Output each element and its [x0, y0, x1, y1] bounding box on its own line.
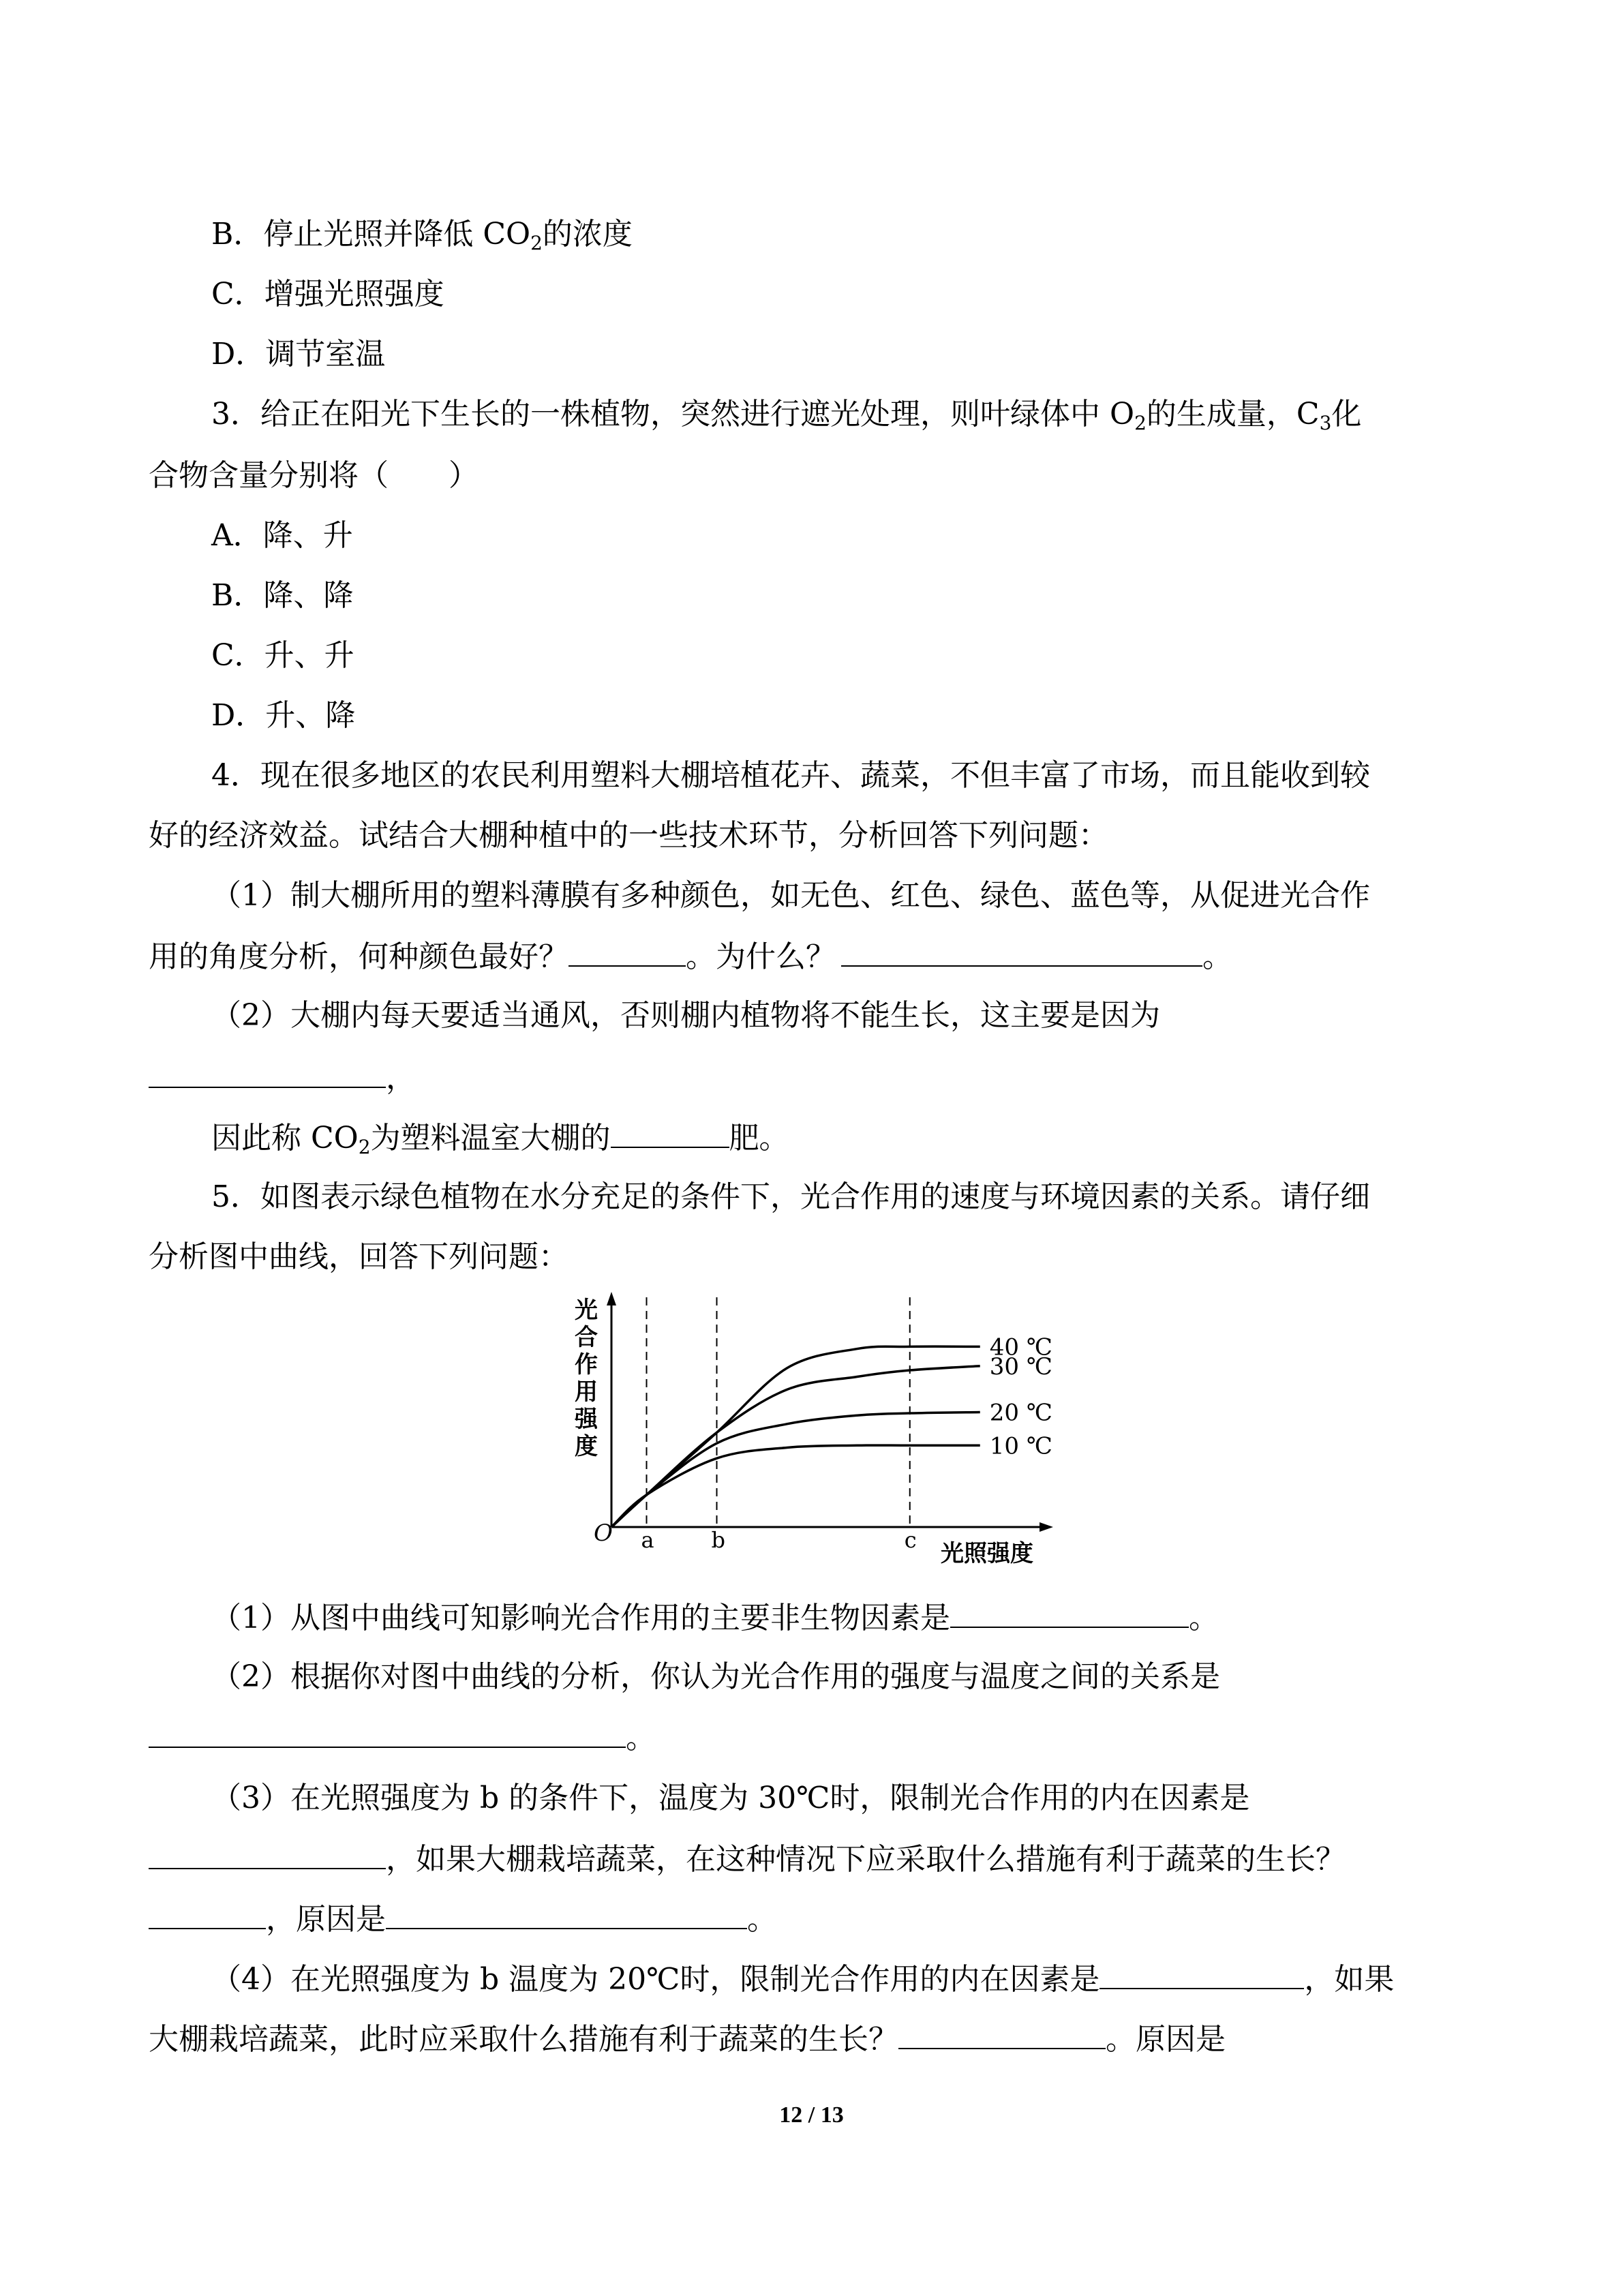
q2-option-b: B．停止光照并降低 $CO_2$的浓度	[211, 217, 633, 254]
q5-part2-line2: 。	[149, 1717, 656, 1759]
q3-option-b: B．降、降	[211, 578, 354, 613]
x-axis-label: 光照强度	[941, 1540, 1033, 1565]
series-label-0: 40 ℃	[989, 1333, 1052, 1361]
photosynthesis-chart	[569, 1292, 1074, 1565]
q5-part3-line3: ，原因是 。	[149, 1898, 777, 1940]
answer-blank[interactable]	[950, 1597, 1189, 1628]
chart-guides	[647, 1297, 910, 1527]
q4-part2-line1: （2）大棚内每天要适当通风，否则棚内植物将不能生长，这主要是因为	[211, 998, 1160, 1033]
q5-stem-line1: 5．如图表示绿色植物在水分充足的条件下，光合作用的速度与环境因素的关系。请仔细	[211, 1179, 1370, 1214]
series-line-0	[611, 1346, 980, 1527]
series-line-2	[611, 1412, 980, 1527]
series-line-3	[611, 1445, 980, 1527]
y-axis-label-char: 合	[575, 1324, 598, 1351]
x-tick-label-a: a	[641, 1527, 654, 1553]
q2-option-c: C．增强光照强度	[211, 277, 444, 312]
y-axis-label-char: 作	[575, 1351, 598, 1378]
chart-curves	[611, 1346, 980, 1527]
y-axis-label-char: 用	[575, 1378, 598, 1406]
answer-blank[interactable]	[386, 1898, 747, 1929]
answer-blank[interactable]	[149, 1898, 266, 1929]
y-axis-label-char: 光	[575, 1297, 598, 1324]
q3-stem-line1: 3．给正在阳光下生长的一株植物，突然进行遮光处理，则叶绿体中 $O_2$的生成量，$C_3$化	[211, 397, 1362, 434]
q5-part4-line1: （4）在光照强度为 b 温度为 20℃时，限制光合作用的内在因素是 ，如果	[211, 1958, 1394, 2000]
q4-stem-line1: 4．现在很多地区的农民利用塑料大棚培植花卉、蔬菜，不但丰富了市场，而且能收到较	[211, 758, 1370, 793]
answer-blank[interactable]	[1099, 1958, 1304, 1989]
q3-option-c: C．升、升	[211, 638, 354, 673]
answer-blank[interactable]	[149, 1838, 386, 1869]
q3-stem-line2: 合物含量分别将（ ）	[149, 458, 479, 493]
q4-part2-line2: ，	[149, 1057, 416, 1099]
q5-part1: （1）从图中曲线可知影响光合作用的主要非生物因素是 。	[211, 1597, 1219, 1639]
y-axis-label-char: 度	[575, 1433, 598, 1460]
q4-part2-line3: 因此称 $CO_2$为塑料温室大棚的 肥。	[211, 1117, 789, 1159]
q4-stem-line2: 好的经济效益。试结合大棚种植中的一些技术环节，分析回答下列问题：	[149, 818, 1108, 853]
q5-part3-line2: ，如果大棚栽培蔬菜，在这种情况下应采取什么措施有利于蔬菜的生长？	[149, 1838, 1346, 1880]
answer-blank[interactable]	[611, 1117, 729, 1148]
q3-option-a: A．降、升	[211, 518, 353, 553]
q4-part1-line1: （1）制大棚所用的塑料薄膜有多种颜色，如无色、红色、绿色、蓝色等，从促进光合作	[211, 878, 1370, 913]
answer-blank[interactable]	[149, 1057, 386, 1088]
q5-part3-line1: （3）在光照强度为 b 的条件下，温度为 30℃时，限制光合作用的内在因素是	[211, 1781, 1250, 1815]
q4-part1-line2: 用的角度分析，何种颜色最好？ 。为什么？ 。	[149, 935, 1232, 978]
q2-option-d: D．调节室温	[211, 337, 386, 372]
y-axis-arrow	[607, 1292, 616, 1305]
q5-part4-line2: 大棚栽培蔬菜，此时应采取什么措施有利于蔬菜的生长？ 。原因是	[149, 2018, 1226, 2060]
series-label-3: 10 ℃	[989, 1432, 1052, 1460]
chart-axes	[607, 1292, 1053, 1532]
chart-labels	[574, 1297, 1052, 1565]
q3-option-d: D．升、降	[211, 698, 356, 733]
q5-stem-line2: 分析图中曲线，回答下列问题：	[149, 1239, 568, 1274]
y-axis-label-char: 强	[575, 1406, 598, 1433]
q5-part2-line1: （2）根据你对图中曲线的分析，你认为光合作用的强度与温度之间的关系是	[211, 1659, 1220, 1694]
x-tick-label-c: c	[904, 1527, 917, 1553]
answer-blank[interactable]	[898, 2018, 1106, 2049]
series-label-1: 30 ℃	[989, 1353, 1052, 1380]
x-tick-label-b: b	[711, 1527, 725, 1553]
answer-blank[interactable]	[568, 935, 686, 967]
x-axis-arrow	[1040, 1522, 1053, 1532]
origin-label: O	[594, 1520, 613, 1547]
page-number: 12 / 13	[779, 2102, 844, 2128]
series-label-2: 20 ℃	[989, 1399, 1052, 1427]
answer-blank[interactable]	[149, 1717, 626, 1748]
answer-blank[interactable]	[841, 935, 1202, 967]
